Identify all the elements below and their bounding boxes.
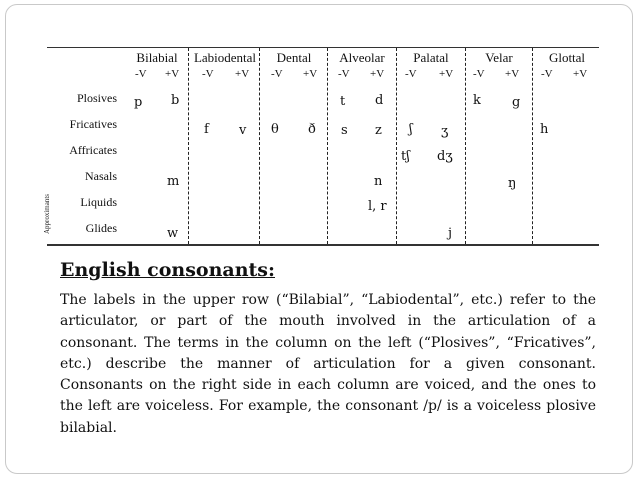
approximants-bracket — [45, 190, 57, 240]
column-divider — [327, 48, 328, 244]
voiceless-label: -V — [473, 68, 485, 80]
voiceless-label: -V — [338, 68, 350, 80]
table-top-rule — [47, 47, 599, 48]
voiced-label: +V — [505, 68, 520, 80]
symbol-dezh: dʒ — [437, 149, 453, 164]
symbol-w: w — [167, 226, 179, 241]
symbol-theta: θ — [271, 122, 279, 137]
column-divider — [396, 48, 397, 244]
symbol-k: k — [473, 93, 481, 108]
symbol-z: z — [375, 123, 382, 138]
symbol-m: m — [167, 174, 180, 189]
symbol-eng: ŋ — [508, 176, 517, 191]
header-bilabial: Bilabial — [136, 50, 178, 65]
symbol-v: v — [239, 123, 247, 138]
symbol-g: g — [512, 95, 521, 110]
voiced-label: +V — [165, 68, 180, 80]
row-label-plosives: Plosives — [76, 91, 117, 105]
symbol-t: t — [340, 94, 346, 109]
voiceless-label: -V — [202, 68, 214, 80]
row-label-liquids: Liquids — [80, 195, 117, 209]
header-dental: Dental — [276, 50, 312, 65]
voiceless-label: -V — [541, 68, 553, 80]
symbol-n: n — [374, 174, 383, 189]
row-label-glides: Glides — [85, 221, 117, 235]
voiceless-label: -V — [405, 68, 417, 80]
row-label-fricatives: Fricatives — [69, 117, 117, 131]
row-label-nasals: Nasals — [85, 169, 117, 183]
symbol-f: f — [204, 122, 209, 137]
symbol-esh: ʃ — [409, 122, 413, 137]
symbol-b: b — [171, 93, 180, 108]
symbol-eth: ð — [308, 122, 316, 137]
voiced-label: +V — [235, 68, 250, 80]
symbol-h: h — [540, 122, 549, 137]
header-palatal: Palatal — [413, 50, 449, 65]
consonant-chart — [43, 40, 599, 246]
header-alveolar: Alveolar — [339, 50, 385, 65]
header-labiodental: Labiodental — [193, 50, 257, 65]
symbol-p: p — [134, 95, 143, 110]
column-divider — [532, 48, 533, 244]
column-divider — [465, 48, 466, 244]
voiced-label: +V — [370, 68, 385, 80]
table-bottom-rule — [47, 244, 599, 246]
symbol-s: s — [341, 123, 348, 138]
row-label-affricates: Affricates — [69, 143, 117, 157]
approximants-label: Approximants — [43, 193, 52, 235]
symbol-d: d — [375, 93, 384, 108]
voiced-label: +V — [303, 68, 318, 80]
symbol-l-r: l, r — [368, 199, 387, 214]
voiced-label: +V — [573, 68, 588, 80]
symbol-tesh: tʃ — [401, 149, 410, 164]
body-paragraph: The labels in the upper row (“Bilabial”, “Labiodental”, etc.) refer to the articulator, or part of the mouth involved in the articulation of a consonant. The terms in the column on the left (“Plosives”, “Fricatives”, etc.) describe the manner of articulation for a given consonant. Consonants on the right side in each column are voiced, and the ones to the left are voiceless. For example, the consonant /p/ is a voiceless plosive bilabial. — [60, 292, 596, 436]
voiceless-label: -V — [135, 68, 147, 80]
voiceless-label: -V — [271, 68, 283, 80]
header-glottal: Glottal — [548, 50, 586, 65]
column-divider — [188, 48, 189, 244]
symbol-j: j — [448, 226, 453, 241]
section-heading: English consonants: — [60, 259, 275, 281]
header-velar: Velar — [485, 50, 513, 65]
symbol-ezh: ʒ — [441, 124, 449, 139]
voiced-label: +V — [439, 68, 454, 80]
column-divider — [259, 48, 260, 244]
